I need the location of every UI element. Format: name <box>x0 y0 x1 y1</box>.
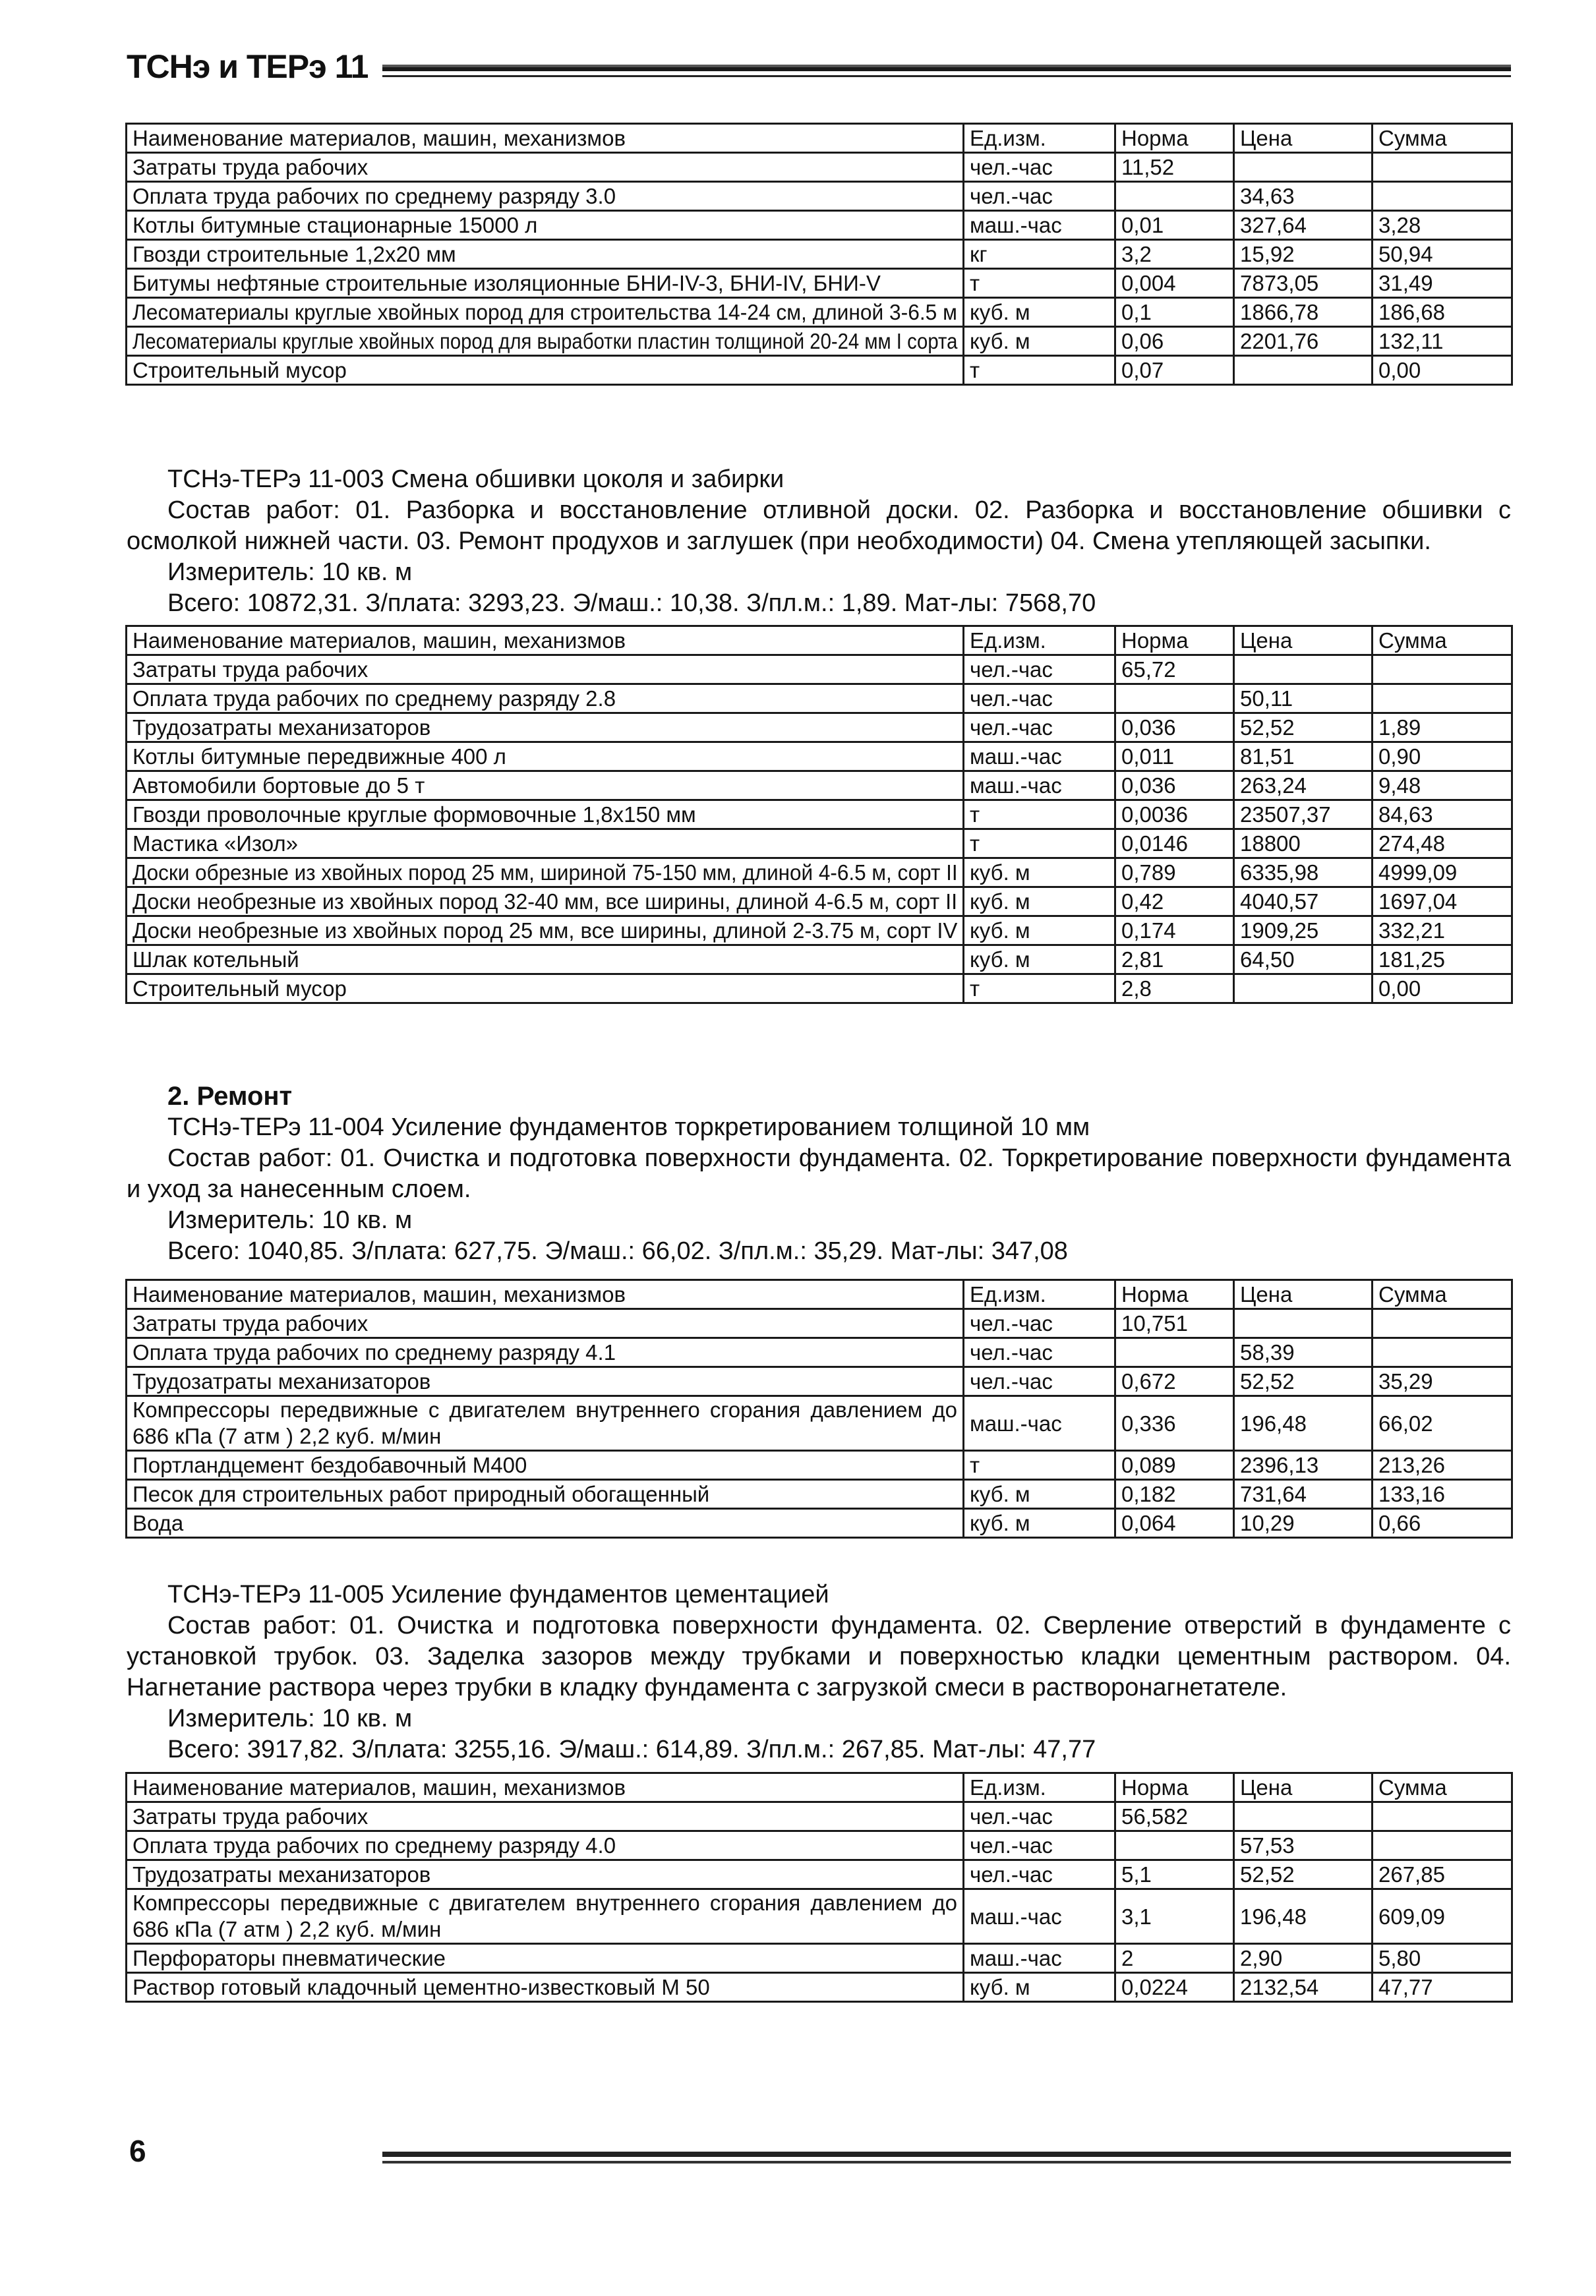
section-title: ТСНэ-ТЕРэ 11-003 Смена обшивки цоколя и забирки <box>167 465 784 493</box>
resource-name: Строительный мусор <box>127 974 964 1003</box>
price-cell: 196,48 <box>1234 1396 1373 1451</box>
table-row <box>127 1944 1512 1973</box>
norm-cell <box>1115 1831 1234 1860</box>
norm-cell: 0,789 <box>1115 858 1234 887</box>
unit-cell: т <box>964 800 1115 829</box>
price-cell: 7873,05 <box>1234 269 1373 298</box>
column-header: Ед.изм. <box>964 626 1115 655</box>
norm-cell: 0,174 <box>1115 916 1234 945</box>
price-cell: 23507,37 <box>1234 800 1373 829</box>
column-header: Цена <box>1234 1280 1373 1309</box>
work-composition: Состав работ: 01. Очистка и подготовка поверхности фундамента. 02. Сверление отверстий в фундаменте с установкой трубок. 03. Заделка зазоров между трубками и поверхностью кладки цементным раствором. 04. Нагнетание раствора через трубки в кладку фундамента с загрузкой смеси в растворонагнетателе. <box>127 1612 1511 1701</box>
table-header-row <box>127 626 1512 655</box>
sum-cell: 35,29 <box>1373 1367 1512 1396</box>
table-row <box>127 1889 1512 1944</box>
price-cell: 2201,76 <box>1234 327 1373 356</box>
column-header: Наименование материалов, машин, механизмов <box>127 626 964 655</box>
price-cell: 2,90 <box>1234 1944 1373 1973</box>
unit-cell: куб. м <box>964 1509 1115 1538</box>
sum-cell: 4999,09 <box>1373 858 1512 887</box>
price-cell: 2132,54 <box>1234 1973 1373 2002</box>
column-header: Норма <box>1115 1280 1234 1309</box>
table-row <box>127 1831 1512 1860</box>
sum-cell: 5,80 <box>1373 1944 1512 1973</box>
running-header-title: ТСНэ и ТЕРэ 11 <box>127 48 369 85</box>
price-cell: 263,24 <box>1234 771 1373 800</box>
resource-name: Оплата труда рабочих по среднему разряду 3.0 <box>127 182 964 211</box>
sum-cell: 0,00 <box>1373 356 1512 385</box>
unit-cell: чел.-час <box>964 684 1115 713</box>
column-header: Сумма <box>1373 626 1512 655</box>
price-cell: 1866,78 <box>1234 298 1373 327</box>
unit-cell: т <box>964 829 1115 858</box>
table-row <box>127 298 1512 327</box>
work-composition: Состав работ: 01. Очистка и подготовка поверхности фундамента. 02. Торкретирование поверхности фундамента и уход за нанесенным слоем. <box>127 1144 1511 1203</box>
table-row <box>127 1802 1512 1831</box>
resource-name: Портландцемент бездобавочный М400 <box>127 1451 964 1480</box>
unit-cell: чел.-час <box>964 655 1115 684</box>
resource-name: Песок для строительных работ природный обогащенный <box>127 1480 964 1509</box>
norm-cell <box>1115 684 1234 713</box>
table-row <box>127 742 1512 771</box>
unit-cell: чел.-час <box>964 182 1115 211</box>
price-cell: 327,64 <box>1234 211 1373 240</box>
norm-cell: 56,582 <box>1115 1802 1234 1831</box>
sum-cell: 47,77 <box>1373 1973 1512 2002</box>
measure-unit: Измеритель: 10 кв. м <box>167 1206 413 1234</box>
sum-cell: 213,26 <box>1373 1451 1512 1480</box>
unit-cell: маш.-час <box>964 1944 1115 1973</box>
norm-cell: 0,064 <box>1115 1509 1234 1538</box>
norm-cell: 3,2 <box>1115 240 1234 269</box>
price-cell <box>1234 153 1373 182</box>
column-header: Ед.изм. <box>964 1280 1115 1309</box>
unit-cell: т <box>964 974 1115 1003</box>
table-header-row <box>127 1280 1512 1309</box>
resource-name: Котлы битумные передвижные 400 л <box>127 742 964 771</box>
table-header-row <box>127 124 1512 153</box>
norm-cell: 65,72 <box>1115 655 1234 684</box>
unit-cell: чел.-час <box>964 1831 1115 1860</box>
norm-cell: 0,06 <box>1115 327 1234 356</box>
sum-cell <box>1373 684 1512 713</box>
unit-cell: куб. м <box>964 327 1115 356</box>
sum-cell: 332,21 <box>1373 916 1512 945</box>
norm-cell: 11,52 <box>1115 153 1234 182</box>
sum-cell: 181,25 <box>1373 945 1512 974</box>
resource-name: Затраты труда рабочих <box>127 153 964 182</box>
table-row <box>127 1451 1512 1480</box>
unit-cell: куб. м <box>964 858 1115 887</box>
price-cell: 10,29 <box>1234 1509 1373 1538</box>
sum-cell: 0,00 <box>1373 974 1512 1003</box>
sum-cell: 66,02 <box>1373 1396 1512 1451</box>
unit-cell: куб. м <box>964 1973 1115 2002</box>
price-cell: 50,11 <box>1234 684 1373 713</box>
resource-name: Трудозатраты механизаторов <box>127 1860 964 1889</box>
sum-cell: 84,63 <box>1373 800 1512 829</box>
resource-name: Затраты труда рабочих <box>127 1802 964 1831</box>
resource-name: Мастика «Изол» <box>127 829 964 858</box>
price-cell: 15,92 <box>1234 240 1373 269</box>
table-row <box>127 269 1512 298</box>
price-cell: 34,63 <box>1234 182 1373 211</box>
table-row <box>127 1367 1512 1396</box>
norm-cell: 2 <box>1115 1944 1234 1973</box>
resource-name: Перфораторы пневматические <box>127 1944 964 1973</box>
price-cell <box>1234 974 1373 1003</box>
resource-name: Оплата труда рабочих по среднему разряду 4.1 <box>127 1338 964 1367</box>
resource-name: Битумы нефтяные строительные изоляционные БНИ-IV-3, БНИ-IV, БНИ-V <box>127 269 964 298</box>
table-row <box>127 713 1512 742</box>
table-row <box>127 182 1512 211</box>
sum-cell: 1,89 <box>1373 713 1512 742</box>
unit-cell: кг <box>964 240 1115 269</box>
norm-cell: 0,036 <box>1115 771 1234 800</box>
resource-name: Оплата труда рабочих по среднему разряду 2.8 <box>127 684 964 713</box>
table-row <box>127 1973 1512 2002</box>
table-row <box>127 1396 1512 1451</box>
sum-cell <box>1373 153 1512 182</box>
footer-rule-thin <box>382 2161 1511 2164</box>
sum-cell: 609,09 <box>1373 1889 1512 1944</box>
unit-cell: куб. м <box>964 887 1115 916</box>
resource-name: Доски обрезные из хвойных пород 25 мм, шириной 75-150 мм, длиной 4-6.5 м, сорт II <box>127 858 964 887</box>
resource-table-11-003 <box>125 625 1513 1004</box>
section-11-005 <box>127 1579 1511 1765</box>
sum-cell: 0,90 <box>1373 742 1512 771</box>
column-header: Сумма <box>1373 124 1512 153</box>
norm-cell: 0,0036 <box>1115 800 1234 829</box>
resource-name: Компрессоры передвижные с двигателем внутреннего сгорания давлением до 686 кПа (7 атм ) 2,2 куб. м/мин <box>127 1396 964 1451</box>
section-11-004 <box>127 1081 1511 1267</box>
unit-cell: чел.-час <box>964 1309 1115 1338</box>
price-cell: 6335,98 <box>1234 858 1373 887</box>
sum-cell <box>1373 1802 1512 1831</box>
unit-cell: маш.-час <box>964 1396 1115 1451</box>
section-11-003 <box>127 464 1511 619</box>
price-cell: 52,52 <box>1234 713 1373 742</box>
unit-cell: т <box>964 1451 1115 1480</box>
column-header: Наименование материалов, машин, механизмов <box>127 1280 964 1309</box>
resource-name: Шлак котельный <box>127 945 964 974</box>
norm-cell <box>1115 182 1234 211</box>
norm-cell: 0,089 <box>1115 1451 1234 1480</box>
price-cell: 58,39 <box>1234 1338 1373 1367</box>
unit-cell: т <box>964 269 1115 298</box>
resource-name: Доски необрезные из хвойных пород 32-40 мм, все ширины, длиной 4-6.5 м, сорт II <box>127 887 964 916</box>
table-row <box>127 356 1512 385</box>
measure-unit: Измеритель: 10 кв. м <box>167 1705 413 1732</box>
column-header: Ед.изм. <box>964 1773 1115 1802</box>
table-row <box>127 327 1512 356</box>
norm-cell: 2,8 <box>1115 974 1234 1003</box>
resource-name: Компрессоры передвижные с двигателем внутреннего сгорания давлением до 686 кПа (7 атм ) 2,2 куб. м/мин <box>127 1889 964 1944</box>
resource-name: Автомобили бортовые до 5 т <box>127 771 964 800</box>
table-row <box>127 858 1512 887</box>
table-row <box>127 1309 1512 1338</box>
resource-name: Трудозатраты механизаторов <box>127 1367 964 1396</box>
table-row <box>127 1338 1512 1367</box>
table-row <box>127 829 1512 858</box>
sum-cell: 132,11 <box>1373 327 1512 356</box>
norm-cell: 0,004 <box>1115 269 1234 298</box>
price-cell: 1909,25 <box>1234 916 1373 945</box>
cost-summary: Всего: 3917,82. З/плата: 3255,16. Э/маш.: 614,89. З/пл.м.: 267,85. Мат-лы: 47,77 <box>167 1736 1096 1763</box>
table-row <box>127 153 1512 182</box>
table-row <box>127 916 1512 945</box>
sum-cell: 1697,04 <box>1373 887 1512 916</box>
work-composition: Состав работ: 01. Разборка и восстановление отливной доски. 02. Разборка и восстановление обшивки с осмолкой нижней части. 03. Ремонт продухов и заглушек (при необходимости) 04. Смена утепляющей засыпки. <box>127 496 1511 555</box>
chapter-heading: 2. Ремонт <box>167 1082 293 1111</box>
resource-name: Трудозатраты механизаторов <box>127 713 964 742</box>
resource-name: Лесоматериалы круглые хвойных пород для строительства 14-24 см, длиной 3-6.5 м <box>127 298 964 327</box>
price-cell <box>1234 356 1373 385</box>
resource-name: Раствор готовый кладочный цементно-известковый М 50 <box>127 1973 964 2002</box>
cost-summary: Всего: 10872,31. З/плата: 3293,23. Э/маш.: 10,38. З/пл.м.: 1,89. Мат-лы: 7568,70 <box>167 589 1096 617</box>
price-cell: 57,53 <box>1234 1831 1373 1860</box>
unit-cell: маш.-час <box>964 771 1115 800</box>
norm-cell: 0,0146 <box>1115 829 1234 858</box>
header-rule <box>382 65 1511 71</box>
price-cell: 196,48 <box>1234 1889 1373 1944</box>
sum-cell: 3,28 <box>1373 211 1512 240</box>
resource-name: Строительный мусор <box>127 356 964 385</box>
sum-cell <box>1373 655 1512 684</box>
resource-name: Затраты труда рабочих <box>127 1309 964 1338</box>
table-row <box>127 945 1512 974</box>
unit-cell: чел.-час <box>964 153 1115 182</box>
norm-cell: 10,751 <box>1115 1309 1234 1338</box>
unit-cell: чел.-час <box>964 1860 1115 1889</box>
table-row <box>127 684 1512 713</box>
resource-name: Вода <box>127 1509 964 1538</box>
norm-cell: 0,036 <box>1115 713 1234 742</box>
cost-summary: Всего: 1040,85. З/плата: 627,75. Э/маш.: 66,02. З/пл.м.: 35,29. Мат-лы: 347,08 <box>167 1237 1068 1265</box>
table-row <box>127 887 1512 916</box>
unit-cell: куб. м <box>964 1480 1115 1509</box>
unit-cell: чел.-час <box>964 1802 1115 1831</box>
table-row <box>127 1509 1512 1538</box>
table-row <box>127 211 1512 240</box>
unit-cell: чел.-час <box>964 1367 1115 1396</box>
norm-cell: 0,0224 <box>1115 1973 1234 2002</box>
table-row <box>127 771 1512 800</box>
table-row <box>127 974 1512 1003</box>
unit-cell: куб. м <box>964 945 1115 974</box>
resource-name: Оплата труда рабочих по среднему разряду 4.0 <box>127 1831 964 1860</box>
column-header: Ед.изм. <box>964 124 1115 153</box>
column-header: Норма <box>1115 1773 1234 1802</box>
norm-cell: 0,1 <box>1115 298 1234 327</box>
price-cell: 52,52 <box>1234 1860 1373 1889</box>
price-cell: 81,51 <box>1234 742 1373 771</box>
table-header-row <box>127 1773 1512 1802</box>
sum-cell: 31,49 <box>1373 269 1512 298</box>
resource-name: Лесоматериалы круглые хвойных пород для выработки пластин толщиной 20-24 мм I сорта <box>127 327 964 356</box>
column-header: Наименование материалов, машин, механизмов <box>127 1773 964 1802</box>
resource-name: Гвозди проволочные круглые формовочные 1,8х150 мм <box>127 800 964 829</box>
norm-cell: 2,81 <box>1115 945 1234 974</box>
resource-table-11-004 <box>125 1279 1513 1539</box>
measure-unit: Измеритель: 10 кв. м <box>167 558 413 586</box>
norm-cell: 0,07 <box>1115 356 1234 385</box>
resource-table-11-005 <box>125 1772 1513 2003</box>
resource-table-11-002 <box>125 123 1513 386</box>
norm-cell: 0,336 <box>1115 1396 1234 1451</box>
norm-cell: 3,1 <box>1115 1889 1234 1944</box>
unit-cell: т <box>964 356 1115 385</box>
section-title: ТСНэ-ТЕРэ 11-004 Усиление фундаментов торкретированием толщиной 10 мм <box>167 1113 1090 1141</box>
resource-name: Котлы битумные стационарные 15000 л <box>127 211 964 240</box>
sum-cell <box>1373 1309 1512 1338</box>
resource-name: Доски необрезные из хвойных пород 25 мм, все ширины, длиной 2-3.75 м, сорт IV <box>127 916 964 945</box>
column-header: Норма <box>1115 124 1234 153</box>
price-cell <box>1234 655 1373 684</box>
column-header: Норма <box>1115 626 1234 655</box>
norm-cell: 0,011 <box>1115 742 1234 771</box>
column-header: Цена <box>1234 124 1373 153</box>
norm-cell: 0,01 <box>1115 211 1234 240</box>
sum-cell: 9,48 <box>1373 771 1512 800</box>
norm-cell: 0,672 <box>1115 1367 1234 1396</box>
sum-cell: 0,66 <box>1373 1509 1512 1538</box>
column-header: Цена <box>1234 626 1373 655</box>
price-cell: 64,50 <box>1234 945 1373 974</box>
price-cell <box>1234 1802 1373 1831</box>
sum-cell: 133,16 <box>1373 1480 1512 1509</box>
price-cell: 4040,57 <box>1234 887 1373 916</box>
unit-cell: маш.-час <box>964 742 1115 771</box>
unit-cell: куб. м <box>964 916 1115 945</box>
sum-cell: 186,68 <box>1373 298 1512 327</box>
norm-cell: 5,1 <box>1115 1860 1234 1889</box>
sum-cell <box>1373 1831 1512 1860</box>
sum-cell: 274,48 <box>1373 829 1512 858</box>
header-rule-thin <box>382 75 1511 77</box>
unit-cell: маш.-час <box>964 211 1115 240</box>
norm-cell: 0,182 <box>1115 1480 1234 1509</box>
price-cell: 731,64 <box>1234 1480 1373 1509</box>
unit-cell: куб. м <box>964 298 1115 327</box>
price-cell: 2396,13 <box>1234 1451 1373 1480</box>
table-row <box>127 1480 1512 1509</box>
price-cell <box>1234 1309 1373 1338</box>
table-row <box>127 800 1512 829</box>
resource-name: Гвозди строительные 1,2х20 мм <box>127 240 964 269</box>
column-header: Цена <box>1234 1773 1373 1802</box>
sum-cell <box>1373 182 1512 211</box>
norm-cell: 0,42 <box>1115 887 1234 916</box>
section-title: ТСНэ-ТЕРэ 11-005 Усиление фундаментов цементацией <box>167 1581 829 1608</box>
norm-cell <box>1115 1338 1234 1367</box>
page-number: 6 <box>129 2134 146 2168</box>
resource-name: Затраты труда рабочих <box>127 655 964 684</box>
price-cell: 18800 <box>1234 829 1373 858</box>
column-header: Наименование материалов, машин, механизмов <box>127 124 964 153</box>
sum-cell <box>1373 1338 1512 1367</box>
column-header: Сумма <box>1373 1280 1512 1309</box>
sum-cell: 267,85 <box>1373 1860 1512 1889</box>
unit-cell: маш.-час <box>964 1889 1115 1944</box>
price-cell: 52,52 <box>1234 1367 1373 1396</box>
sum-cell: 50,94 <box>1373 240 1512 269</box>
table-row <box>127 655 1512 684</box>
unit-cell: чел.-час <box>964 713 1115 742</box>
footer-rule <box>382 2152 1511 2157</box>
table-row <box>127 240 1512 269</box>
column-header: Сумма <box>1373 1773 1512 1802</box>
table-row <box>127 1860 1512 1889</box>
unit-cell: чел.-час <box>964 1338 1115 1367</box>
